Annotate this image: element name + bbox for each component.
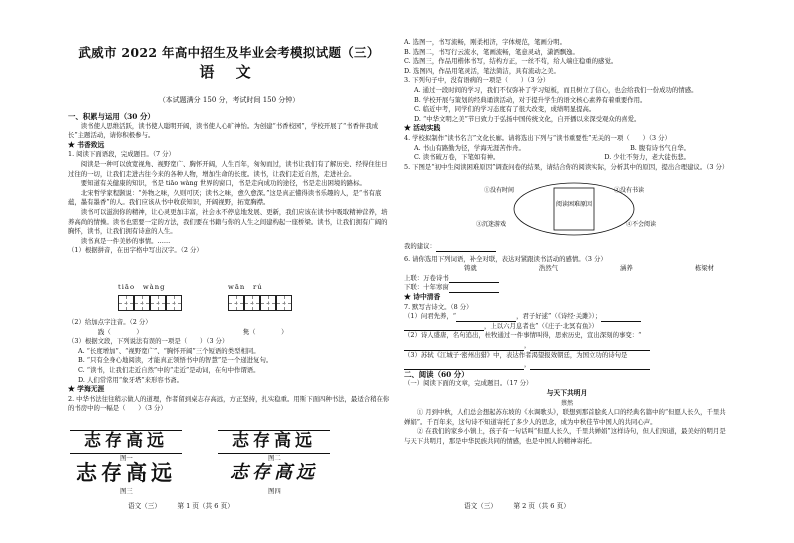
diagram-label: ③沉迷游戏: [476, 221, 507, 228]
word-bank: [404, 264, 730, 274]
couplet-lower-blank[interactable]: [449, 292, 499, 293]
diagram-center-label: 阅读困难原因: [555, 201, 593, 208]
q7-3-text: （3）苏轼《江城子·密州出猎》中，表达作者渴望报效朝廷，为国立功的诗句是: [404, 350, 628, 359]
passage-paragraph: 读书真是一件美妙的事情。……: [80, 236, 171, 245]
option-b: B. 选图二，书写行云流水，笔画流畅，笔意灵动，潇洒飘逸。: [404, 47, 579, 56]
question-6: 6. 请你选用下列词语，补全对联，表达对紧跟读书活动的感情。（3 分）: [404, 254, 607, 263]
figure-caption: 图三: [120, 487, 133, 495]
q7-1-text: （1）问君先养，“: [404, 312, 457, 321]
tianzige-cell[interactable]: [166, 295, 182, 311]
section-heading: 二、阅读（60 分）: [404, 369, 469, 379]
option-b: B. 学校开展与策划的经典诵读活动，对于提升学生的语文核心素养有着重要作用。: [414, 95, 647, 104]
annotation-blank[interactable]: 隽（ ）: [242, 327, 288, 336]
option-c: C. 临近中考，同学们的学习态度有了很大改变，成绩明显提高。: [414, 105, 596, 114]
tianzige-grid: [118, 295, 182, 311]
question-1-1: （1）根据拼音，在田字格中写出汉字。（2 分）: [68, 246, 203, 255]
couplet-lower: 下联：十年寒窗: [404, 283, 449, 292]
exam-info: （本试题满分 150 分，考试时间 150 分钟）: [158, 96, 300, 104]
diagram-label: ④不会阅读: [626, 221, 657, 228]
tianzige-cell[interactable]: [118, 295, 134, 311]
q7-1-text: ，上以六月息者也”（《庄子·北冥有鱼》）: [484, 321, 598, 330]
calligraphy-sample-4: 志存高远: [230, 462, 318, 484]
option-c: C. 读书破万卷，下笔如有神。: [414, 153, 500, 162]
subject-title: 语 文: [199, 63, 259, 81]
question-1-2-3: [68, 318, 390, 414]
option-b: B. “只有全身心地阅读，才能真正领悟书中的智慧”是一个递进复句。: [78, 356, 273, 365]
article-author: 蔡然: [560, 399, 574, 407]
q7-1-text: ，君子好逑”（《诗经·关雎》）；: [516, 312, 602, 321]
pinyin-label: tiāo wàng: [118, 283, 166, 291]
tianzige-cell[interactable]: [134, 295, 150, 311]
passage-paragraph: 阅读是一种可以放宽视角、视野宽广、胸怀开阔，人生百年，匆匆而过，读书让我们有了解历史、经得住往日过往的一切，让我们走进古往今来的各种人物，增加生命的长度。读书，让我们走近自然，走进社会。: [68, 159, 388, 178]
pinyin-label: wān rú: [228, 283, 263, 291]
annotation-blank[interactable]: 践（ ）: [98, 327, 143, 336]
tianzige-cell[interactable]: [276, 295, 292, 311]
word-option: 铸就: [464, 264, 477, 273]
couplet-upper: 上联：万卷诗书: [404, 273, 449, 282]
fill-blank[interactable]: [601, 321, 641, 322]
option-c: C. 选图三，作品用楷体书写，结构方正，一丝不苟，给人端庄稳重的感觉。: [404, 57, 618, 66]
option-a: A. 书山有路勤为径，学海无涯苦作舟。: [414, 143, 525, 152]
figure-caption: 图二: [268, 454, 281, 462]
advice-line: [404, 242, 730, 252]
part-heading: ★ 诗中清香: [404, 292, 441, 301]
section-1: [68, 112, 390, 256]
article-paragraph: ① 月到中秋，人们总会想起苏东坡的《水调歌头》，联想到那首脍炙人口的经典名篇中的“但愿人长久，千里共婵娟”。千百年来，这句诗不知道寄托了多少人的思念，成为中秋佳节中国人的共同心声。: [404, 408, 726, 426]
right-mid-block: 我的建议： 6. 请你选用下列词语，补全对联，表达对紧跟读书活动的感情。（3 分） 铸就 浩然气 涵养 栋梁材 上联：万卷诗书 下联：十年寒窗 ★ 诗中清香 7. 默写古诗文。（8 分） （1）问君先养，“ ，君子好逑”（《诗经·关雎》）； ，上以六月息者也”（《庄子·北冥有鱼》） （2）诗人盛唐，名句追出，杜牧通过一件事情叫得，思索历史，宣出深刻的事变：“ ， （3）苏轼《江城子·密州出猎》中，表达作者渴望报效朝廷，为国立功的诗句是 ， 二、阅读（60 分） （一）阅读下面的文章，完成题目。（17 分） 与天下共明月 蔡然 ① 月到中秋，人们总会想起苏东坡的《水调歌头》，联想到那首脍炙人口的经典名篇中的“但愿人长久，千里共婵娟”。千百年来，这句诗不知道寄托了多少人的思念，成为中秋佳节中国人的共同心声。 ② 在我们的家乡小镇上，孩子有一句话叫“但愿人长久，千里共婵娟”这样诗句，但人们知道，最美好的明月是与天下共明月，那是中华民族共同的情感，也是中国人的精神寄托。: [404, 242, 730, 446]
tianzige-cell[interactable]: [150, 295, 166, 311]
page-1: [68, 0, 390, 543]
option-d: D. 选图四，作品用笔灵活，笔法简洁，具有流动之美。: [404, 66, 560, 75]
exam-title: 武威市 2022 年高中招生及毕业会考模拟试题（三）: [78, 45, 380, 60]
fill-blank[interactable]: [530, 369, 650, 370]
reading-difficulty-diagram: [454, 178, 694, 240]
option-a: A. 选图一，书写流畅，刚柔相济，字体规范，笔画分明。: [404, 38, 567, 46]
passage-paragraph: 北宋哲学家程颢说：“外物之味，久则可厌；读书之味，愈久愈深。”这是真正懂得读书乐趣的人，是“书有底蕴，墨有墨香”的人。我们应该从书中收获知识，开阔视野，拓宽胸襟。: [68, 188, 382, 207]
question-1-3: （3）根据文段，下列说法有误的一项是（ ）（3 分）: [68, 337, 229, 346]
q7-2-text: （2）诗人盛唐，名句追出，杜牧通过一件事情叫得，思索历史，宣出深刻的事变：“: [404, 331, 642, 340]
part-heading: ★ 活动实践: [404, 124, 441, 133]
tianzige-cell[interactable]: [260, 295, 276, 311]
tianzige-cell[interactable]: [244, 295, 260, 311]
calligraphy-sample-2: 志存高远: [218, 430, 330, 454]
word-option: 涵养: [620, 264, 633, 273]
question-2: 2. 中华书法往往稍示做人的道理，作者留到桌志存高远，方正坚持，扎实稳重。用斯下面四种书法，最适合稍在你的书房中的一幅是（ ）（3 分）: [68, 394, 390, 413]
section-heading: 一、积累与运用（30 分）: [68, 112, 155, 121]
diagram-center-box: [554, 188, 594, 230]
question-1: 1. 阅读下面语段，完成题目。（7 分）: [68, 150, 175, 159]
option-d: D. 少壮不努力，老大徒伤悲。: [604, 153, 690, 162]
pinyin-grid-row: [68, 283, 390, 323]
word-option: 栋梁材: [694, 264, 714, 273]
page-footer: 语文（三） 第 1 页（共 6 页）: [128, 502, 234, 510]
calligraphy-sample-1: 志存高远: [70, 430, 182, 454]
figure-caption: 图一: [120, 454, 133, 462]
diagram-label: ①没有时间: [484, 187, 515, 194]
passage-paragraph: 要知道有关健康的知识，书是 tiāo wàng 世界的窗口，书是走向成功的途径，书是走出困境的路标。: [80, 179, 366, 188]
diagram-label: ②没有书读: [614, 187, 645, 194]
page-2: [404, 0, 730, 543]
intro-text: 读书使人思维活跃，读书使人聪明开阔，读书使人心旷神怡。为创建“书香校园”，学校开展了“书香伴我成长”主题活动，请你积极参与。: [68, 121, 379, 140]
part-heading: ★ 书香致远: [68, 140, 105, 149]
tianzige-grid: [228, 295, 292, 311]
tianzige-cell[interactable]: [228, 295, 244, 311]
option-a: A. 通过一段时间的学习，我们不仅弥补了学习短板，而且树立了信心，也会给我们一份成功的情感。: [414, 85, 698, 94]
advice-blank[interactable]: [436, 251, 496, 252]
figure-caption: 图四: [268, 487, 281, 495]
pinyin-group-1: [118, 283, 182, 311]
calligraphy-sample-3: 志存高远: [76, 460, 176, 486]
pinyin-group-2: [228, 283, 292, 311]
question-3: 3. 下列句子中，没有语病的一项是（ ）（3 分）: [404, 76, 550, 85]
passage-paragraph: 读书可以滋润你的精神，让心灵更加丰富，社会永不停息地发展、更新，我们应该在读书中吸取精神营养，培养高尚的情操。读书也需要一定的方法，我们要在书籍与你的人生之间建构起一座桥梁。读书，让我们拥有广阔的胸怀，读书，让我们拥有诗意的人生。: [68, 207, 388, 236]
question-7: 7. 默写古诗文。（8 分）: [404, 302, 473, 311]
article-paragraph: ② 在我们的家乡小镇上，孩子有一句话叫“但愿人长久，千里共婵娟”这样诗句，但人们知道，最美好的明月是与天下共明月，那是中华民族共同的情感，也是中国人的精神寄托。: [404, 427, 726, 445]
option-d: D. “中华文明之美”节日致力于弘扬中国传统文化，自开播以来深受观众的喜爱。: [414, 114, 641, 123]
article-title: 与天下共明月: [546, 388, 588, 397]
reading-intro: （一）阅读下面的文章，完成题目。（17 分）: [404, 379, 533, 388]
question-5: 5. 下图是“初中生阅读困难原因”调查问卷的结果，请结合你的阅读实际，分析其中的原因，提出合理建议。（3 分）: [404, 162, 729, 171]
option-a: A. “长度增加”、“视野宽广”、“胸怀开阔”三个短语的类型相同。: [78, 346, 260, 355]
option-c: C. “读书，让我们走近自然”中的“走近”是动词，在句中作谓语。: [78, 365, 260, 374]
question-1-2: （2）给加点字注音。（2 分）: [68, 318, 152, 326]
part-heading: ★ 学海无涯: [68, 385, 105, 394]
right-top-block: [404, 38, 730, 172]
question-4: 4. 学校拟制作“读书名言”文化长廊。请将选出下列与“读书重要性”无关的一项（ ）（3 分）: [404, 133, 671, 142]
word-option: 浩然气: [538, 264, 558, 273]
advice-label: 我的建议：: [404, 242, 436, 250]
option-b: B. 腹有诗书气自华。: [630, 143, 690, 152]
option-d: D. 人们常常用“象牙塔”来形容书斋。: [78, 375, 183, 384]
page-footer: 语文（三） 第 2 页（共 6 页）: [464, 502, 570, 510]
